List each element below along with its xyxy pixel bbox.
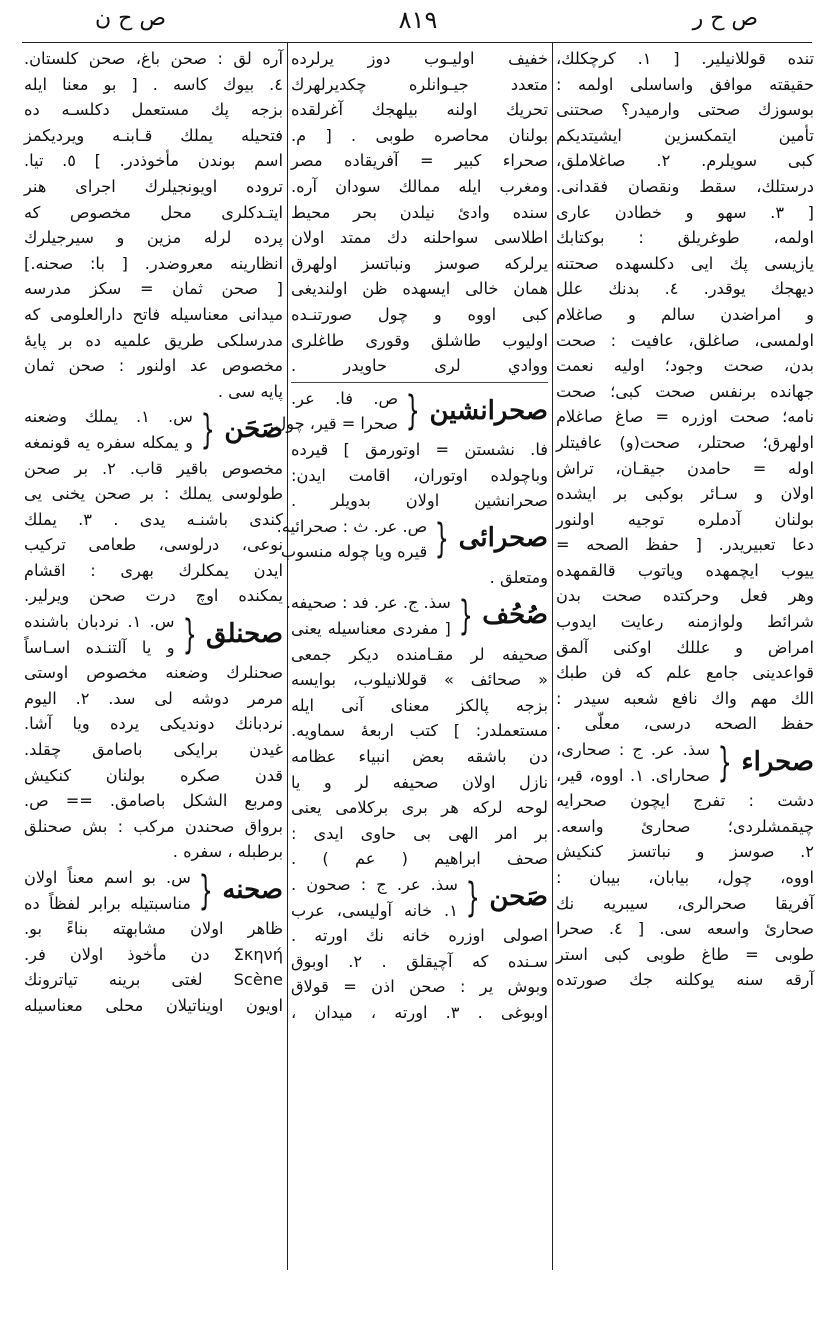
running-header-right: ص ح ر — [692, 6, 758, 31]
text-line: و امراضدن سالم و صاغلام — [556, 304, 814, 324]
text-line: Scène لغتى برينه تياترونك — [24, 970, 283, 990]
entry-definition — [291, 872, 458, 923]
page-number: ۸۱۹ — [398, 6, 438, 34]
text-line: خفيف اوليـوب دوز يرلرده — [291, 49, 548, 68]
text-line: انظارينه معروضدر. [ با: صحنه.] — [24, 253, 283, 273]
text-block — [24, 46, 283, 404]
text-line: ص. عر. ث : صحرائيه. — [276, 516, 428, 536]
text-line: اطلاسى سواحلنه دك ممتد اولان — [291, 228, 548, 248]
column-middle — [269, 46, 549, 1270]
text-line: صحنلرك وضعنه مخصوص اوستى — [24, 663, 283, 683]
brace-glyph: { — [465, 874, 480, 921]
brace-glyph: { — [434, 516, 449, 563]
text-line: درستلك، سقط ونقصان فقدانى. — [556, 176, 814, 196]
dictionary-entry-suhuf — [285, 590, 548, 641]
text-line: [ مفردى معناسيله يعنى — [291, 619, 451, 639]
text-line: شرائط ولوازمنه رعايت ايدوب — [556, 612, 814, 632]
text-line: Σκηνή دن مأخوذ اولان فر. — [24, 944, 283, 964]
text-line: دعا تعبيريدر. [ حفظ الصحه = — [556, 535, 814, 555]
dictionary-entry-sahranishin — [269, 386, 548, 437]
text-line: مناسبتيله برابر لفظاً ده — [24, 893, 191, 913]
entry-definition — [285, 590, 451, 641]
text-line: وهر فعل وحركتده صحت بدن — [556, 586, 814, 606]
dictionary-entry-sahrai — [276, 514, 548, 565]
text-line: يمكنده اوچ درت صحن ويرلير. — [24, 586, 283, 606]
text-line: اووه، چول، بيابان، بيبان : — [556, 868, 814, 887]
text-line: و يمكله سفره يه قونمغه — [24, 432, 193, 452]
text-line: ١. خانه آوليسى، عرب — [291, 900, 458, 920]
text-line: اصولى اوزره خانه نك اورته . — [291, 926, 548, 946]
text-line: برواق صحندن مركب : بش صحنلق — [24, 816, 283, 836]
header-rule — [22, 42, 812, 43]
text-line: ومربع الشكل باصامق. == ص. — [24, 791, 283, 811]
brace-glyph: { — [717, 739, 732, 786]
text-block — [291, 565, 548, 591]
brace-glyph: { — [200, 406, 215, 453]
text-line: پايه سى . — [217, 381, 283, 401]
running-header-left: ص ح ن — [95, 6, 166, 31]
text-line: تروده اويونجيلرك اجراى هنر — [24, 176, 283, 196]
text-line: مستعملدر: ] كتب اربعهٔ سماويه. — [291, 721, 548, 741]
text-line: اولمسى، صاغلق، عافيت : صحت — [556, 330, 814, 350]
text-line: بزجه پالكز معناى آنى ايله — [291, 695, 548, 715]
text-line: حفظ الصحه درسى، معلّى . — [556, 714, 814, 734]
text-line: « صحائف » قوللانيلوب، بوايسه — [291, 670, 548, 690]
column-left — [24, 46, 283, 1270]
text-line: نردبانك دونديكى يرده ويا آشا. — [24, 714, 283, 734]
text-line: س. ١. يملك وضعنه — [24, 407, 193, 427]
text-line: وبوش ير : صحن اذن = قولاق — [291, 977, 548, 997]
text-line: اوله = حامدن جيقـان، تراش — [556, 458, 814, 478]
text-line: صحارئ واسعه سى. [ ٤. صحرا — [556, 919, 815, 939]
entry-definition — [24, 609, 175, 660]
text-line: همان خالى ايسهده ظن اولنديغى — [291, 279, 548, 299]
dictionary-entry-sahan — [24, 404, 283, 455]
text-line: ايدن يمكلرك بهرى : اقشام — [24, 560, 283, 580]
text-line: ييوب ايچمهده وياتوب قالقمهده — [556, 560, 814, 580]
text-line: بولنان آدملره توجيه اولنور — [556, 509, 814, 529]
entry-definition — [276, 514, 428, 565]
text-line: آرقه سنه يوكلنه جك صورتده — [556, 970, 814, 990]
text-line: نامه؛ صحت اوزره = صاغ صاغلام — [556, 407, 814, 427]
text-line: ٢. صوسز و نباتسز كنكيش — [556, 842, 814, 862]
entry-headword: صَحَن — [224, 414, 283, 445]
text-line: صحرانشين اولان بدويلر . — [291, 491, 548, 511]
text-line: سـنده كه آچيقلق . ٢. اوبوق — [291, 951, 548, 971]
column-divider — [287, 42, 288, 1270]
text-line: اوبوغى . ٣. اورته ، ميدان ، — [291, 1002, 549, 1022]
text-line: سذ. عر. ج : صحون . — [291, 875, 458, 894]
text-line: مخصوص عد اولنور : صحن ثمان — [24, 356, 283, 376]
text-line: ديهجك يوقدر. ٤. بدنك علل — [556, 279, 814, 299]
text-line: [ ٣. سهو و خطادن عارى — [556, 202, 814, 222]
text-line: صحاراى. ١. اووه، قير، — [556, 765, 710, 785]
text-line: بوسوزك صحتى وارميدر؟ صحتنى — [556, 100, 814, 120]
text-line: ظاهر اولان مشابهته بناءً بو. — [24, 919, 283, 939]
entry-headword: صَحن — [489, 881, 548, 912]
text-line: تنده قوللانيلير. [ ١. كرچكلك، — [556, 49, 814, 68]
brace-glyph: { — [458, 593, 473, 640]
text-line: [ صحن ثمان = سكز مدرسه — [24, 279, 283, 299]
text-line: اويون اويناتيلان محلى معناسيله — [24, 995, 283, 1015]
text-line: س. بو اسم معناً اولان — [24, 868, 191, 887]
text-line: اسم بوندن مأخوذدر. ] ٥. تيا. — [24, 151, 283, 171]
text-line: صحراء كبير = آفريقاده مصر — [291, 151, 548, 171]
text-block — [291, 642, 548, 872]
text-line: نوعى، درلوسى، طعامى تركيب — [24, 535, 283, 555]
text-line: پرده لرله مزين و سيرجيلرك — [24, 228, 283, 248]
text-line: يازيسى پك ايى دكلسهده صحتنه — [556, 253, 814, 273]
entry-definition — [269, 386, 399, 437]
text-line: اولهرق؛ صحتلر، صحت(و) عافيتلر — [556, 432, 814, 452]
text-line: فا. نشستن = اوتورمق ] قيرده — [291, 439, 548, 459]
text-line: ومغرب ايله ممالك سودان آره. — [291, 176, 548, 196]
text-line: سذ. ج. عر. فد : صحيفه. — [285, 593, 451, 613]
text-block — [24, 916, 283, 1018]
column-divider — [552, 42, 553, 1270]
dictionary-entry-sahra — [556, 737, 814, 788]
text-line: الك مهم واك نافع شعبه سيدر : — [556, 688, 814, 708]
text-line: امراض و عللك اوكنى آلمق — [556, 637, 814, 657]
text-line: قيره ويا چوله منسوب — [280, 542, 428, 562]
entry-headword: صُحُف — [482, 600, 548, 631]
text-line: دشت : تفرج ايچون صحرايه — [556, 791, 814, 811]
text-line: آره لق : صحن باغ، صحن كلستان. — [24, 49, 283, 68]
text-line: قدن صكره بولنان كنكيش — [24, 765, 283, 785]
entry-headword: صحرائى — [458, 523, 548, 554]
text-line: و يا آلتنـده اسـاساً — [24, 637, 175, 657]
text-line: اولان و سـائر بوكبى بر ايشده — [556, 484, 814, 504]
text-block — [291, 437, 548, 514]
text-block — [24, 456, 283, 610]
text-line: فتحيله يملك قـابنـه ويرديكمز — [24, 125, 283, 145]
entry-definition — [24, 404, 193, 455]
text-line: ٤. بيوك كاسه . [ بو معنا ايله — [24, 74, 283, 94]
entry-separator — [291, 382, 548, 383]
brace-glyph: { — [182, 611, 197, 658]
text-block — [291, 923, 548, 1025]
text-line: صحيفه لر مقـامنده ديكر جمعى — [291, 644, 548, 664]
text-line: متعدد جيـوانلره چكديرلهرك — [291, 74, 548, 94]
column-right — [556, 46, 814, 1270]
text-line: اوليوب طاشلق وقورى طاغلرى — [291, 330, 548, 350]
text-line: صحف ابراهيم ( عم ) . — [291, 849, 548, 869]
entry-headword: صحراء — [741, 746, 814, 777]
dictionary-entry-sahn — [291, 872, 548, 923]
text-line: مرمر دوشه لى سد. ٢. اليوم — [24, 688, 283, 708]
text-line: سنده وادئ نيلدن بحر محيط — [291, 202, 548, 222]
text-line: چيقمشلردى؛ صحارئ واسعه. — [556, 816, 814, 836]
text-line: س. ١. نردبان باشنده — [24, 612, 175, 632]
text-line: ايتـدكلرى محل مخصوص كه — [24, 202, 283, 222]
text-line: نازل اولان صحيفه لر و يا — [291, 772, 548, 792]
text-line: مدرسلكى طريق علميه ده بر پايهٔ — [24, 330, 283, 350]
text-line: قواعدينى جامع علم كه فن طبك — [556, 663, 814, 683]
text-block — [24, 660, 283, 865]
text-line: يرلركه صوسز ونباتسز اولهرق — [291, 253, 548, 273]
text-line: غيدن برايكى باصامق چقلد. — [24, 740, 283, 760]
text-line: جهانده برنفس صحت كبى؛ صحت — [556, 381, 814, 401]
text-line: بدن، صحت وجود؛ اوليه نعمت — [556, 356, 814, 376]
text-line: حقيقته موافق واساسلى اولمه : — [556, 74, 814, 94]
entry-definition — [556, 737, 710, 788]
text-line: ومتعلق . — [489, 567, 548, 587]
text-line: لوحه لركه هر برى بركلامى يعنى — [291, 798, 548, 818]
text-line: صحرا = قير، چول. — [269, 414, 399, 434]
text-line: آفريقا صحرالرى، سيبريه نك — [556, 893, 814, 913]
text-block — [556, 46, 814, 737]
entry-headword: صحرانشين — [429, 395, 548, 426]
text-line: بولنان محاصره طوبى . [ م. — [291, 125, 548, 145]
text-block — [556, 788, 814, 993]
text-line: سذ. عر. ج : صحارى، — [556, 740, 710, 760]
text-line: اولمه، طوغريلق : بوكتابك — [556, 228, 814, 248]
dictionary-entry-sahanlik — [24, 609, 283, 660]
text-line: وباچولده اوتوران، اقامت ايدن: — [291, 465, 548, 485]
dictionary-entry-sahne — [24, 865, 283, 916]
text-line: برطبله ، سفره . — [172, 842, 283, 862]
brace-glyph: { — [405, 388, 420, 435]
text-line: كبى سويلرم. ٢. صاغلاملق، — [556, 151, 814, 171]
text-line: طوبى = طاغ طوبى كبى استر — [556, 944, 814, 964]
text-line: دن باشقه بعض انبياء عظامه — [291, 747, 548, 767]
text-line: ص. فا. عر. — [291, 388, 399, 408]
brace-glyph: { — [198, 867, 213, 914]
text-line: ميدانى معناسيله فاتح دارالعلومى كه — [24, 304, 283, 324]
text-line: كندى باشنـه يدى . ٣. يملك — [24, 509, 284, 529]
text-line: كبى اووه و چول صورتنـده — [291, 304, 548, 324]
text-line: ووادي لرى حاويدر . — [291, 356, 548, 376]
text-line: تحريك اولنه بيلهجك آغرلقده — [291, 100, 548, 120]
text-block — [291, 46, 548, 379]
text-line: بر امر الهى بى حاوى ايدى : — [291, 823, 548, 843]
text-line: مخصوص باقير قاب. ٢. بر صحن — [24, 458, 283, 478]
entry-headword: صحنه — [222, 874, 283, 905]
text-line: طولوسى يملك : بر صحن يخنى يى — [24, 484, 283, 504]
entry-headword: صحنلق — [206, 618, 283, 649]
text-line: بزجه پك مستعمل دكلسـه ده — [24, 100, 283, 120]
entry-definition — [24, 865, 191, 916]
text-line: تأمين ايتمكسزين ايشيتديكم — [556, 125, 814, 145]
